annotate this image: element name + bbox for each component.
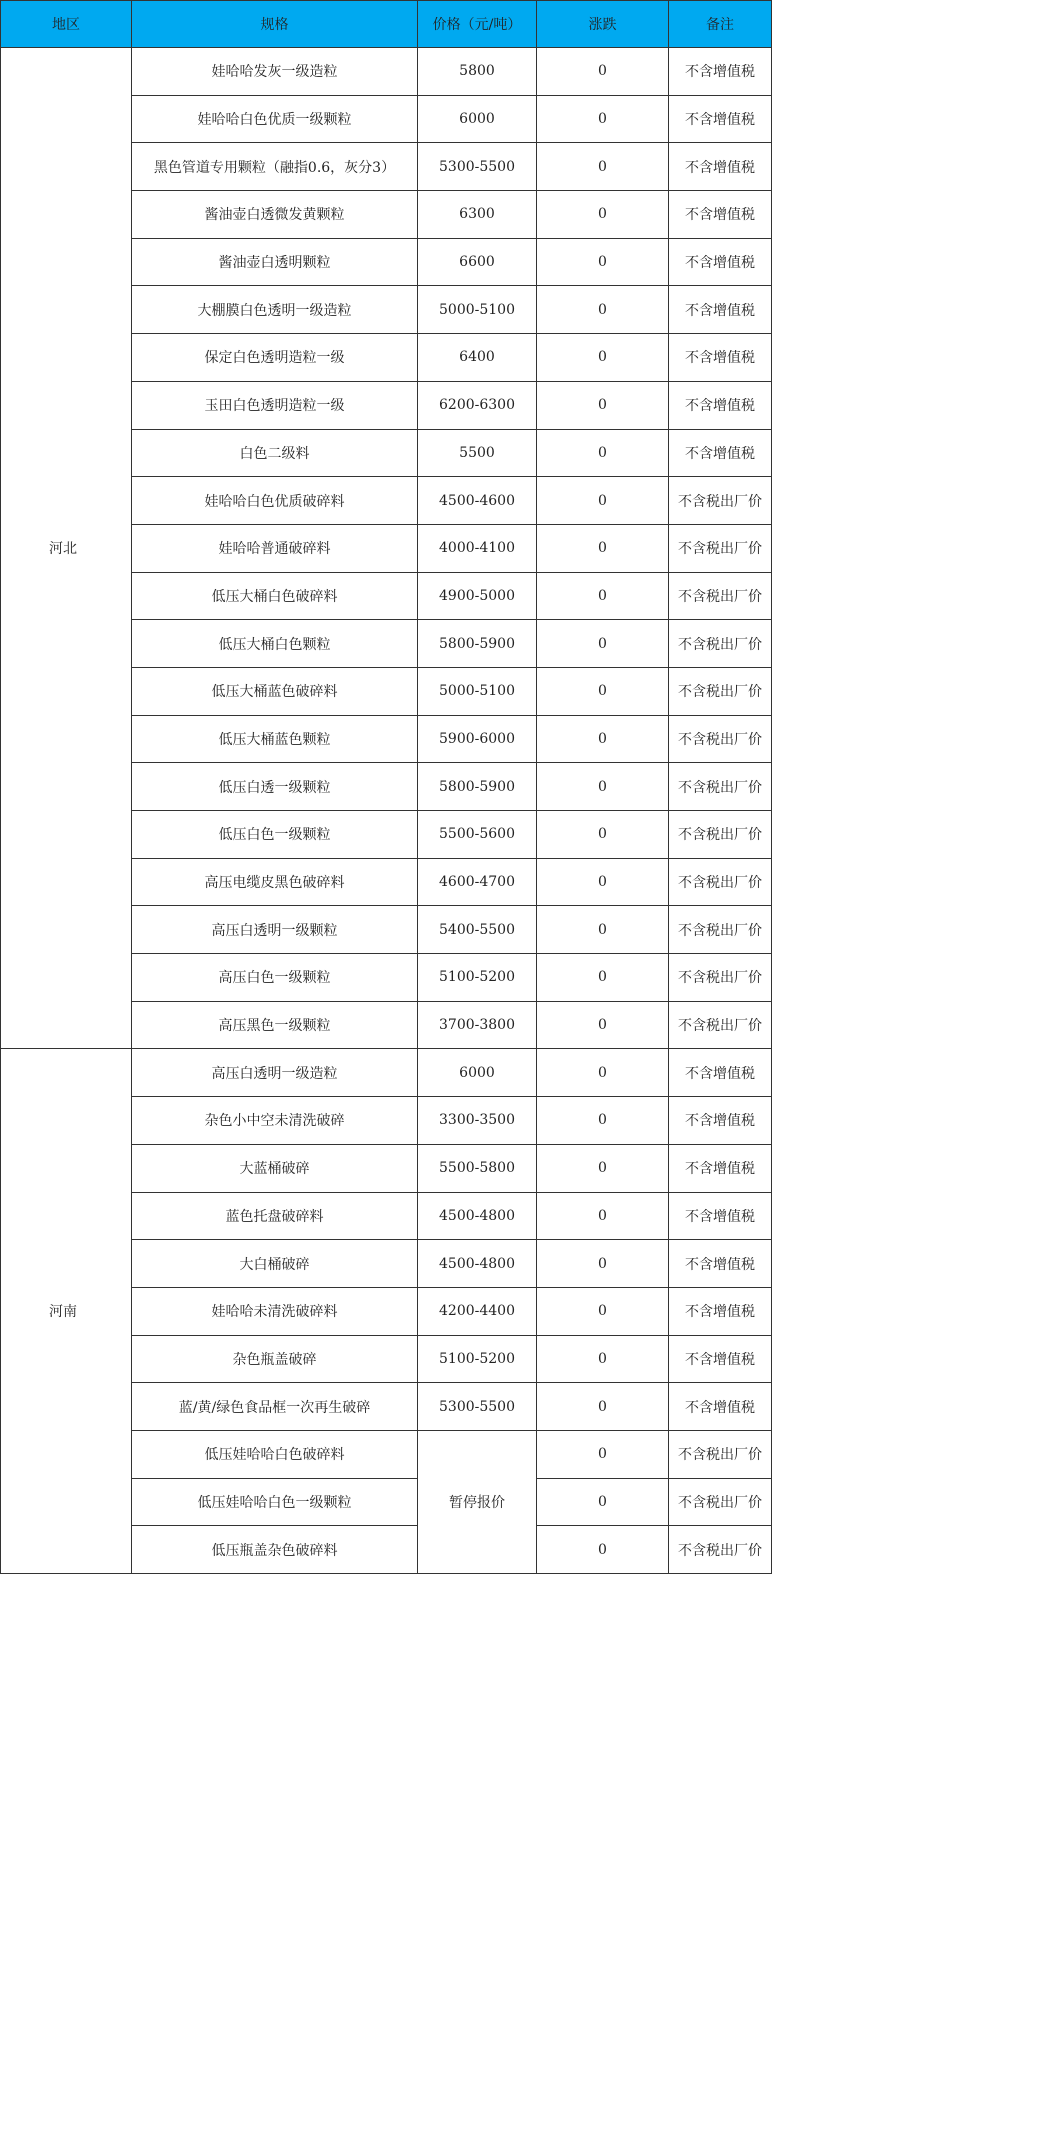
change-cell: 0 [537,143,669,191]
change-cell: 0 [537,1144,669,1192]
spec-cell: 娃哈哈白色优质破碎料 [132,477,418,525]
price-cell: 5000-5100 [418,667,537,715]
spec-cell: 低压大桶蓝色颗粒 [132,715,418,763]
header-note: 备注 [669,1,772,48]
spec-cell: 大白桶破碎 [132,1240,418,1288]
change-cell: 0 [537,811,669,859]
spec-cell: 低压大桶白色颗粒 [132,620,418,668]
price-cell: 5500 [418,429,537,477]
change-cell: 0 [537,1287,669,1335]
spec-cell: 娃哈哈发灰一级造粒 [132,48,418,96]
note-cell: 不含增值税 [669,1287,772,1335]
note-cell: 不含增值税 [669,1335,772,1383]
table-row [1,1049,772,1097]
price-cell: 5100-5200 [418,954,537,1002]
note-cell: 不含增值税 [669,286,772,334]
price-cell: 4600-4700 [418,858,537,906]
note-cell: 不含增值税 [669,48,772,96]
note-cell: 不含税出厂价 [669,620,772,668]
spec-cell: 杂色瓶盖破碎 [132,1335,418,1383]
note-cell: 不含税出厂价 [669,763,772,811]
note-cell: 不含税出厂价 [669,715,772,763]
note-cell: 不含税出厂价 [669,858,772,906]
change-cell: 0 [537,667,669,715]
spec-cell: 黑色管道专用颗粒（融指0.6，灰分3） [132,143,418,191]
change-cell: 0 [537,1335,669,1383]
note-cell: 不含增值税 [669,1144,772,1192]
price-cell: 6400 [418,334,537,382]
price-cell: 5800 [418,48,537,96]
spec-cell: 高压黑色一级颗粒 [132,1001,418,1049]
price-cell: 4200-4400 [418,1287,537,1335]
spec-cell: 白色二级料 [132,429,418,477]
price-cell: 4500-4600 [418,477,537,525]
note-cell: 不含增值税 [669,1192,772,1240]
note-cell: 不含增值税 [669,95,772,143]
price-cell: 4500-4800 [418,1192,537,1240]
price-cell: 6000 [418,1049,537,1097]
note-cell: 不含税出厂价 [669,1001,772,1049]
spec-cell: 低压白色一级颗粒 [132,811,418,859]
price-cell: 3300-3500 [418,1097,537,1145]
note-cell: 不含税出厂价 [669,477,772,525]
spec-cell: 高压白透明一级造粒 [132,1049,418,1097]
note-cell: 不含增值税 [669,334,772,382]
change-cell: 0 [537,1192,669,1240]
note-cell: 不含增值税 [669,381,772,429]
price-cell: 5000-5100 [418,286,537,334]
price-cell: 6200-6300 [418,381,537,429]
change-cell: 0 [537,1001,669,1049]
spec-cell: 高压电缆皮黑色破碎料 [132,858,418,906]
change-cell: 0 [537,715,669,763]
note-cell: 不含增值税 [669,238,772,286]
change-cell: 0 [537,381,669,429]
note-cell: 不含税出厂价 [669,906,772,954]
spec-cell: 娃哈哈白色优质一级颗粒 [132,95,418,143]
price-cell: 6600 [418,238,537,286]
note-cell: 不含税出厂价 [669,954,772,1002]
note-cell: 不含税出厂价 [669,667,772,715]
note-cell: 不含增值税 [669,429,772,477]
change-cell: 0 [537,524,669,572]
price-cell: 5500-5800 [418,1144,537,1192]
price-cell: 4500-4800 [418,1240,537,1288]
spec-cell: 酱油壶白透微发黄颗粒 [132,191,418,239]
change-cell: 0 [537,334,669,382]
note-cell: 不含增值税 [669,1097,772,1145]
table-body [1,48,772,1574]
change-cell: 0 [537,48,669,96]
change-cell: 0 [537,477,669,525]
spec-cell: 高压白色一级颗粒 [132,954,418,1002]
spec-cell: 低压瓶盖杂色破碎料 [132,1526,418,1574]
price-cell: 5300-5500 [418,1383,537,1431]
spec-cell: 娃哈哈普通破碎料 [132,524,418,572]
change-cell: 0 [537,906,669,954]
spec-cell: 低压白透一级颗粒 [132,763,418,811]
spec-cell: 玉田白色透明造粒一级 [132,381,418,429]
price-cell: 3700-3800 [418,1001,537,1049]
change-cell: 0 [537,858,669,906]
change-cell: 0 [537,1240,669,1288]
spec-cell: 低压大桶蓝色破碎料 [132,667,418,715]
note-cell: 不含税出厂价 [669,1526,772,1574]
note-cell: 不含税出厂价 [669,1478,772,1526]
change-cell: 0 [537,763,669,811]
price-cell: 4000-4100 [418,524,537,572]
note-cell: 不含税出厂价 [669,811,772,859]
header-region: 地区 [1,1,132,48]
note-cell: 不含税出厂价 [669,524,772,572]
note-cell: 不含税出厂价 [669,1430,772,1478]
spec-cell: 低压娃哈哈白色一级颗粒 [132,1478,418,1526]
price-cell: 5100-5200 [418,1335,537,1383]
change-cell: 0 [537,429,669,477]
region-cell: 河北 [1,48,132,1049]
change-cell: 0 [537,1430,669,1478]
change-cell: 0 [537,1097,669,1145]
note-cell: 不含税出厂价 [669,572,772,620]
spec-cell: 酱油壶白透明颗粒 [132,238,418,286]
change-cell: 0 [537,1526,669,1574]
spec-cell: 低压娃哈哈白色破碎料 [132,1430,418,1478]
header-spec: 规格 [132,1,418,48]
spec-cell: 蓝/黄/绿色食品框一次再生破碎 [132,1383,418,1431]
header-price: 价格（元/吨） [418,1,537,48]
change-cell: 0 [537,572,669,620]
spec-cell: 保定白色透明造粒一级 [132,334,418,382]
note-cell: 不含增值税 [669,1240,772,1288]
spec-cell: 高压白透明一级颗粒 [132,906,418,954]
spec-cell: 娃哈哈未清洗破碎料 [132,1287,418,1335]
change-cell: 0 [537,1383,669,1431]
price-cell: 5400-5500 [418,906,537,954]
spec-cell: 杂色小中空未清洗破碎 [132,1097,418,1145]
table-row [1,48,772,96]
region-cell: 河南 [1,1049,132,1574]
price-cell: 4900-5000 [418,572,537,620]
change-cell: 0 [537,286,669,334]
price-cell: 6000 [418,95,537,143]
note-cell: 不含增值税 [669,1383,772,1431]
price-cell: 5300-5500 [418,143,537,191]
price-cell: 6300 [418,191,537,239]
spec-cell: 蓝色托盘破碎料 [132,1192,418,1240]
header-change: 涨跌 [537,1,669,48]
change-cell: 0 [537,620,669,668]
change-cell: 0 [537,95,669,143]
note-cell: 不含增值税 [669,1049,772,1097]
note-cell: 不含增值税 [669,191,772,239]
price-cell: 5500-5600 [418,811,537,859]
spec-cell: 大棚膜白色透明一级造粒 [132,286,418,334]
price-cell: 5800-5900 [418,620,537,668]
price-cell: 5900-6000 [418,715,537,763]
change-cell: 0 [537,954,669,1002]
header-row [1,1,772,48]
change-cell: 0 [537,191,669,239]
change-cell: 0 [537,1478,669,1526]
change-cell: 0 [537,238,669,286]
change-cell: 0 [537,1049,669,1097]
spec-cell: 低压大桶白色破碎料 [132,572,418,620]
spec-cell: 大蓝桶破碎 [132,1144,418,1192]
price-cell: 5800-5900 [418,763,537,811]
note-cell: 不含增值税 [669,143,772,191]
price-cell: 暂停报价 [418,1430,537,1573]
